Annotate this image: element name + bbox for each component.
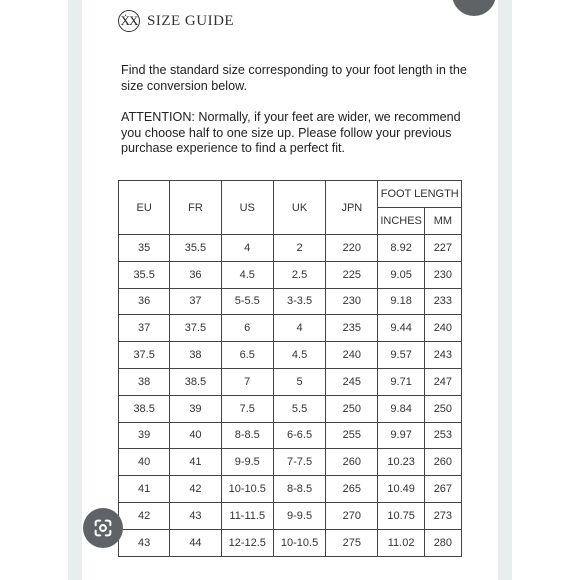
page-title: SIZE GUIDE (147, 12, 235, 29)
cell-inches: 9.97 (378, 422, 424, 449)
cell-mm: 260 (424, 449, 461, 476)
cell-inches: 9.71 (378, 368, 424, 395)
cell-uk: 10-10.5 (273, 529, 325, 556)
cell-eu: 38.5 (119, 395, 170, 422)
cell-mm: 280 (424, 529, 461, 556)
table-row (119, 395, 462, 422)
cell-uk: 2 (273, 235, 325, 262)
cell-jpn: 245 (326, 368, 378, 395)
google-lens-button[interactable] (83, 508, 123, 548)
cell-inches: 8.92 (378, 235, 424, 262)
cell-mm: 230 (424, 261, 461, 288)
cell-uk: 9-9.5 (273, 502, 325, 529)
cell-mm: 247 (424, 368, 461, 395)
table-row (119, 502, 462, 529)
cell-mm: 250 (424, 395, 461, 422)
cell-us: 5-5.5 (221, 288, 273, 315)
cell-jpn: 260 (326, 449, 378, 476)
cell-mm: 227 (424, 235, 461, 262)
cell-jpn: 235 (326, 315, 378, 342)
cell-inches: 9.18 (378, 288, 424, 315)
cell-fr: 44 (170, 529, 221, 556)
cell-us: 6 (221, 315, 273, 342)
header-us: US (221, 181, 273, 235)
cell-inches: 9.05 (378, 261, 424, 288)
table-row (119, 476, 462, 503)
table-body (119, 235, 462, 557)
left-margin (0, 0, 68, 580)
header-eu: EU (119, 181, 170, 235)
cell-fr: 42 (170, 476, 221, 503)
table-row (119, 342, 462, 369)
table-row (119, 288, 462, 315)
cell-us: 4 (221, 235, 273, 262)
size-conversion-table (118, 180, 462, 557)
right-gutter (498, 0, 512, 580)
header-uk: UK (273, 181, 325, 235)
cell-fr: 41 (170, 449, 221, 476)
table-row (119, 449, 462, 476)
cell-eu: 35 (119, 235, 170, 262)
cell-mm: 240 (424, 315, 461, 342)
brand-logo-text: ẊX (120, 13, 138, 28)
cell-us: 11-11.5 (221, 502, 273, 529)
table-row (119, 235, 462, 262)
table-header-row (119, 181, 462, 208)
instruction-text: Find the standard size corresponding to your foot length in the size conversion below. (121, 63, 467, 93)
cell-eu: 42 (119, 502, 170, 529)
cell-uk: 3-3.5 (273, 288, 325, 315)
cell-fr: 36 (170, 261, 221, 288)
cell-us: 9-9.5 (221, 449, 273, 476)
cell-fr: 43 (170, 502, 221, 529)
header-fr: FR (170, 181, 221, 235)
cell-inches: 9.57 (378, 342, 424, 369)
cell-fr: 35.5 (170, 235, 221, 262)
brand-logo-icon (118, 10, 140, 32)
cell-jpn: 265 (326, 476, 378, 503)
attention-text: ATTENTION: Normally, if your feet are wider, we recommend you choose half to one size up. Please follow your previous purchase experience to find a perfect fit. (121, 110, 461, 155)
header-mm: MM (424, 208, 461, 235)
cell-inches: 9.44 (378, 315, 424, 342)
cell-uk: 6-6.5 (273, 422, 325, 449)
cell-jpn: 220 (326, 235, 378, 262)
cell-fr: 37 (170, 288, 221, 315)
cell-eu: 41 (119, 476, 170, 503)
cell-us: 4.5 (221, 261, 273, 288)
cell-fr: 37.5 (170, 315, 221, 342)
cell-jpn: 270 (326, 502, 378, 529)
cell-us: 10-10.5 (221, 476, 273, 503)
cell-mm: 243 (424, 342, 461, 369)
cell-mm: 267 (424, 476, 461, 503)
cell-eu: 38 (119, 368, 170, 395)
cell-us: 8-8.5 (221, 422, 273, 449)
cell-jpn: 230 (326, 288, 378, 315)
left-gutter (68, 0, 82, 580)
cell-uk: 5 (273, 368, 325, 395)
table-row (119, 529, 462, 556)
cell-inches: 11.02 (378, 529, 424, 556)
cell-fr: 38.5 (170, 368, 221, 395)
cell-eu: 36 (119, 288, 170, 315)
cell-us: 12-12.5 (221, 529, 273, 556)
cell-uk: 8-8.5 (273, 476, 325, 503)
cell-fr: 39 (170, 395, 221, 422)
cell-us: 7 (221, 368, 273, 395)
cell-eu: 35.5 (119, 261, 170, 288)
cell-inches: 10.23 (378, 449, 424, 476)
cell-inches: 9.84 (378, 395, 424, 422)
cell-jpn: 250 (326, 395, 378, 422)
cell-eu: 37.5 (119, 342, 170, 369)
cell-eu: 37 (119, 315, 170, 342)
table-row (119, 368, 462, 395)
brand-header (118, 8, 234, 34)
cell-fr: 38 (170, 342, 221, 369)
google-lens-icon (92, 517, 114, 539)
cell-mm: 253 (424, 422, 461, 449)
table-row (119, 422, 462, 449)
cell-uk: 4 (273, 315, 325, 342)
cell-uk: 4.5 (273, 342, 325, 369)
cell-jpn: 225 (326, 261, 378, 288)
cell-inches: 10.49 (378, 476, 424, 503)
cell-us: 6.5 (221, 342, 273, 369)
cell-jpn: 255 (326, 422, 378, 449)
cell-uk: 5.5 (273, 395, 325, 422)
cell-jpn: 275 (326, 529, 378, 556)
table-row (119, 261, 462, 288)
cell-fr: 40 (170, 422, 221, 449)
cell-eu: 43 (119, 529, 170, 556)
cell-us: 7.5 (221, 395, 273, 422)
cell-uk: 7-7.5 (273, 449, 325, 476)
header-inches: INCHES (378, 208, 424, 235)
table-row (119, 315, 462, 342)
cell-uk: 2.5 (273, 261, 325, 288)
cell-mm: 273 (424, 502, 461, 529)
cell-mm: 233 (424, 288, 461, 315)
cell-eu: 39 (119, 422, 170, 449)
header-foot-length: FOOT LENGTH (378, 181, 462, 208)
header-jpn: JPN (326, 181, 378, 235)
cell-eu: 40 (119, 449, 170, 476)
cell-inches: 10.75 (378, 502, 424, 529)
cell-jpn: 240 (326, 342, 378, 369)
